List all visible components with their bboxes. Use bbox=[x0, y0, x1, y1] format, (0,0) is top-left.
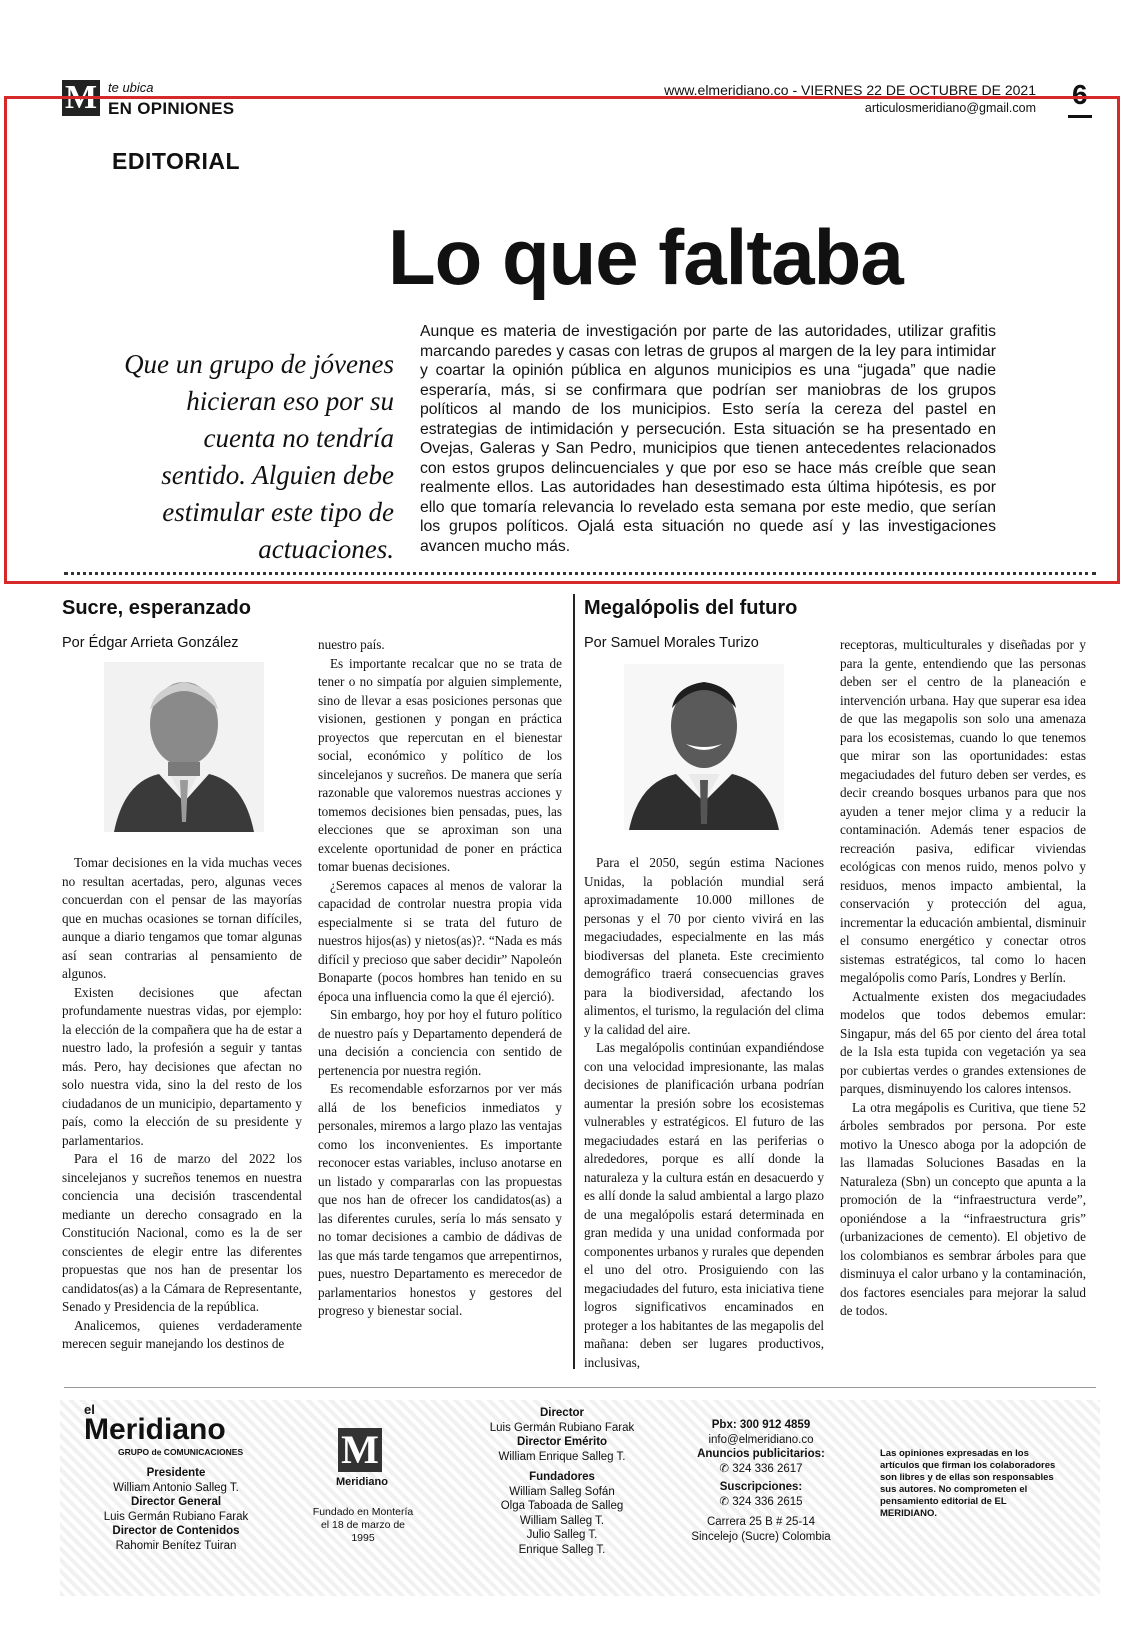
footer-staff-center bbox=[472, 1406, 652, 1557]
te-ubica-label: te ubica bbox=[108, 80, 154, 95]
author-photo-arrieta bbox=[104, 662, 264, 832]
paragraph: Es recomendable esforzarnos por ver más allá de los beneficios inmediatos y personales, miremos a largo plazo las ventajas como los inconvenientes. Es importante reconocer estas variables, incluso anotarse en un listado y compararlas con las propuestas que nos han de ofrecer los candidatos(as) a las diferentes curules, sería lo más sensato y no tomar decisiones a cambio de dádivas de las que más tarde tengamos que arrepentirnos, pues, nuestro Departamento es merecedor de parlamentarios honestos y gestores del progreso y bienestar social. bbox=[318, 1081, 563, 1318]
article2-title: Megalópolis del futuro bbox=[584, 597, 798, 619]
paragraph: ¿Seremos capaces al menos de valorar la capacidad de controlar nuestra propia vida especialmente si se trata del futuro de nuestros hijos(as) y nietos(as)?. “Nada es más difícil y precioso que saber decidir” Napoleón Bonaparte (pocos hombres han tenido en su época una influencia como la que él ejerció). bbox=[318, 877, 562, 1004]
footer-small-logo-name: Meridiano bbox=[336, 1476, 388, 1488]
fundado-text: Fundado en Montería el 18 de marzo de 1995 bbox=[312, 1506, 414, 1544]
director-contenidos-label: Director de Contenidos bbox=[112, 1525, 240, 1537]
footer-logo-sub: GRUPO de COMUNICACIONES bbox=[118, 1447, 244, 1457]
article1-title: Sucre, esperanzado bbox=[62, 597, 251, 619]
paragraph: Existen decisiones que afectan profundamente nuestras vidas, por ejemplo: la elección de la compañera que ha de estar a nuestro lado, la profesión a seguir y tantas más. Pero, hay decisiones que afectan no solo nuestra vida, sino la del resto de los ciudadanos de un municipio, departamento y país, como la elección de su presidente y parlamentarios. bbox=[62, 984, 302, 1148]
editorial-label: EDITORIAL bbox=[112, 148, 241, 174]
page-number: 6 bbox=[1072, 79, 1088, 110]
paragraph: Es importante recalcar que no se trata de tener o no simpatía por alguien simplemente, sino de llevar a esas posiciones personas que visionen, gestionen y pongan en práctica proyectos que repercutan en el bienestar social, económico y político de los sincelejanos y sucreños. De manera que sería razonable que valoremos nuestras acciones y tomemos decisiones bien pensadas, pues, las elecciones que se aproximan son una excelente oportunidad de poner en práctica tomar buenas decisiones. bbox=[318, 655, 562, 874]
suscripciones-phone: 324 336 2615 bbox=[732, 1495, 803, 1508]
whatsapp-icon: ✆ bbox=[719, 1495, 733, 1508]
presidente-name: William Antonio Salleg T. bbox=[113, 1481, 239, 1494]
fundador-name: Julio Salleg T. bbox=[526, 1529, 598, 1541]
pbx-number: Pbx: 300 912 4859 bbox=[711, 1419, 811, 1431]
paragraph: Las megalópolis continúan expandiéndose con una velocidad impresionante, las malas decisiones de planificación urbana podrían aumentar la presión sobre los ecosistemas vulnerables y estratégicos. El futuro de las megaciudades estará en las periferias o alrededores, porque es allí donde la naturaleza y la cultura están en desacuerdo y es allí donde la salud ambiental a largo plazo de una megalópolis estará determinada en gran medida y una unidad conformada por componentes urbanos y rurales que dependen el uno del otro. Prosiguiendo con las megaciudades del futuro, esta iniciativa tiene logros significativos encaminados en proteger a los habitantes de las megapolis del mañana: deben ser lugares productivos, inclusivas, bbox=[584, 1040, 824, 1370]
editorial-body: Aunque es materia de investigación por parte de las autoridades, utilizar grafitis marcando paredes y casas con letras de grupos al margen de la ley para intimidar y coartar la opinión pública en algunos municipios es una “jugada” que nadie esperaría, más, si se confirmara que podrían ser maniobras de los grupos políticos al mando de los municipios. Esto sería la cereza del pastel en estrategias de intimidación y persecución. Esta situación se ha presentado en Ovejas, Galeras y San Pedro, municipios que tienen antecedentes relacionados con estos grupos delincuenciales y que por eso se hace más creíble que sean realmente ellos. Las autoridades han desestimado esta última hipótesis, es por ello que tomaría relevancia lo revelado esta semana por este medio, que serían los grupos políticos. Ojalá esta situación no quede así y las investigaciones avancen mucho más. bbox=[420, 323, 996, 555]
footer-staff-left bbox=[76, 1466, 276, 1553]
paragraph: Actualmente existen dos megaciudades modelos que todos debemos emular: Singapur, más del 65 por ciento del área total de la Isla esta tupida con vegetación ya sea por cubiertas verdes o grandes extensiones de parques, disminuyendo los calores intensos. bbox=[840, 988, 1086, 1096]
dotted-divider bbox=[64, 572, 1096, 579]
director-general-name: Luis Germán Rubiano Farak bbox=[103, 1510, 249, 1523]
director-emerito-name: William Enrique Salleg T. bbox=[498, 1450, 626, 1463]
site-date: www.elmeridiano.co - VIERNES 22 DE OCTUBRE DE 2021 bbox=[664, 82, 1036, 98]
paragraph: Para el 2050, según estima Naciones Unidas, la población mundial será aproximadamente 10.000 millones de personas y el 70 por ciento vivirá en las megaciudades, especialmente en las más biodiversas del planeta. Este crecimiento demográfico traerá consecuencias graves para la biodiversidad, afectando los alimentos, el turismo, la regulación del clima y la calidad del aire. bbox=[584, 855, 824, 1037]
footer-logo-name: Meridiano bbox=[84, 1413, 226, 1446]
paragraph: Sin embargo, hoy por hoy el futuro político de nuestro país y Departamento dependerá de una decisión a conciencia con sentido de pertenencia por nuestra región. bbox=[318, 1007, 562, 1078]
fundador-name: Enrique Salleg T. bbox=[518, 1543, 606, 1556]
footer-divider bbox=[64, 1387, 1096, 1388]
paragraph: Para el 16 de marzo del 2022 los sincelejanos y sucreños tenemos en nuestra conciencia una decisión trascendental mediante un derecho consagrado en la Constitución Nacional, como es la de ser conscientes de elegir entre las diferentes propuestas que nos han de presentar los candidatos(as) a la Cámara de Representante, Senado y Presidencia de la república. bbox=[62, 1151, 302, 1314]
info-email: info@elmeridiano.co bbox=[708, 1433, 814, 1446]
director-label: Director bbox=[539, 1407, 585, 1419]
address-line1: Carrera 25 B # 25-14 bbox=[706, 1516, 816, 1528]
footer-m-logo: M bbox=[338, 1428, 382, 1472]
director-general-label: Director General bbox=[130, 1496, 222, 1508]
fundador-name: Olga Taboada de Salleg bbox=[500, 1500, 624, 1512]
presidente-label: Presidente bbox=[146, 1467, 206, 1479]
fundador-name: William Salleg T. bbox=[519, 1514, 605, 1527]
editorial-email: articulosmeridiano@gmail.com bbox=[864, 101, 1036, 115]
paragraph: Tomar decisiones en la vida muchas veces no resultan acertadas, pero, algunas veces concuerdan con el pensar de las mayorías que en muchas ocasiones se tornan difíciles, aunque a diario tengamos que tomar algunas así sean contrarias al pensamiento de algunos. bbox=[62, 855, 302, 981]
editorial-pull-quote: Que un grupo de jóvenes hicieran eso por su cuenta no tendría sentido. Alguien debe estimular este tipo de actuaciones. bbox=[124, 349, 394, 564]
section-label: EN OPINIONES bbox=[108, 99, 235, 118]
anuncios-label: Anuncios publicitarios: bbox=[697, 1448, 825, 1460]
paragraph: Analicemos, quienes verdaderamente merecen seguir manejando los destinos de bbox=[62, 1317, 302, 1351]
suscripciones-phone-row bbox=[676, 1495, 846, 1510]
article1-column1 bbox=[62, 854, 302, 1354]
anuncios-phone-row bbox=[676, 1462, 846, 1477]
fundador-name: William Salleg Sofán bbox=[509, 1485, 615, 1498]
paragraph: receptoras, multiculturales y diseñadas por y para la gente, entendiendo que las personas deben ser el centro de la planeación e intervención urbana. Hay que superar esa idea de que las megapolis son solo una amenaza para los ecosistemas, cuando lo que tenemos que mirar son las oportunidades: estas megaciudades del futuro deben ser verdes, es decir creando bosques urbanos para que nos ayuden a tener mejor clima y a reducir la contaminación. Además tener espacios de recreación pasiva, edificar viviendas ecológicas con menos ruido, menos polvo y residuos, menos impacto ambiental, la conservación y protección del agua, incrementar la educación ambiental, disminuir el consumo energético y conectar otros sistemas estratégicos, tal como lo hacen megalópolis como París, Londres y Berlín. bbox=[840, 637, 1086, 985]
paragraph: La otra megápolis es Curitiva, que tiene 52 árboles sembrados por persona. Por este motivo la Unesco aboga por la adopción de las llamadas Soluciones Basadas en la Naturaleza (Sbn) un concepto que apunta a la promoción de la “infraestructura verde”, oponiéndose a la “infraestructura gris” (urbanizaciones de cemento). El objetivo de los colombianos es sembrar árboles para que disminuya el calor urbano y la contaminación, dos factores esenciales para mejorar la salud de todos. bbox=[840, 1099, 1086, 1318]
article1-column2 bbox=[318, 636, 562, 1321]
author-photo-morales bbox=[624, 664, 784, 830]
footer-contact bbox=[676, 1418, 846, 1544]
article2-column1 bbox=[584, 854, 824, 1372]
anuncios-phone: 324 336 2617 bbox=[732, 1462, 803, 1475]
editorial-title: Lo que faltaba bbox=[388, 213, 903, 301]
footer-logo-el: el bbox=[84, 1402, 95, 1417]
column-divider bbox=[573, 594, 575, 1369]
article1-byline: Por Édgar Arrieta González bbox=[62, 635, 239, 651]
article2-byline: Por Samuel Morales Turizo bbox=[584, 635, 759, 651]
footer-disclaimer: Las opiniones expresadas en los artículos que firman los colaboradores son libres y de ellas son responsables sus autores. No comprometen el pensamiento editorial de EL MERIDIANO. bbox=[880, 1448, 1056, 1519]
paragraph: nuestro país. bbox=[318, 637, 385, 652]
suscripciones-label: Suscripciones: bbox=[719, 1481, 803, 1493]
director-emerito-label: Director Emérito bbox=[516, 1436, 608, 1448]
article2-column2 bbox=[840, 636, 1086, 1321]
director-name: Luis Germán Rubiano Farak bbox=[489, 1421, 635, 1434]
whatsapp-icon: ✆ bbox=[719, 1462, 733, 1475]
address-line2: Sincelejo (Sucre) Colombia bbox=[691, 1530, 831, 1543]
fundadores-label: Fundadores bbox=[529, 1471, 595, 1483]
director-contenidos-name: Rahomir Benítez Tuiran bbox=[115, 1539, 237, 1552]
meridiano-m-logo: M bbox=[62, 80, 100, 116]
